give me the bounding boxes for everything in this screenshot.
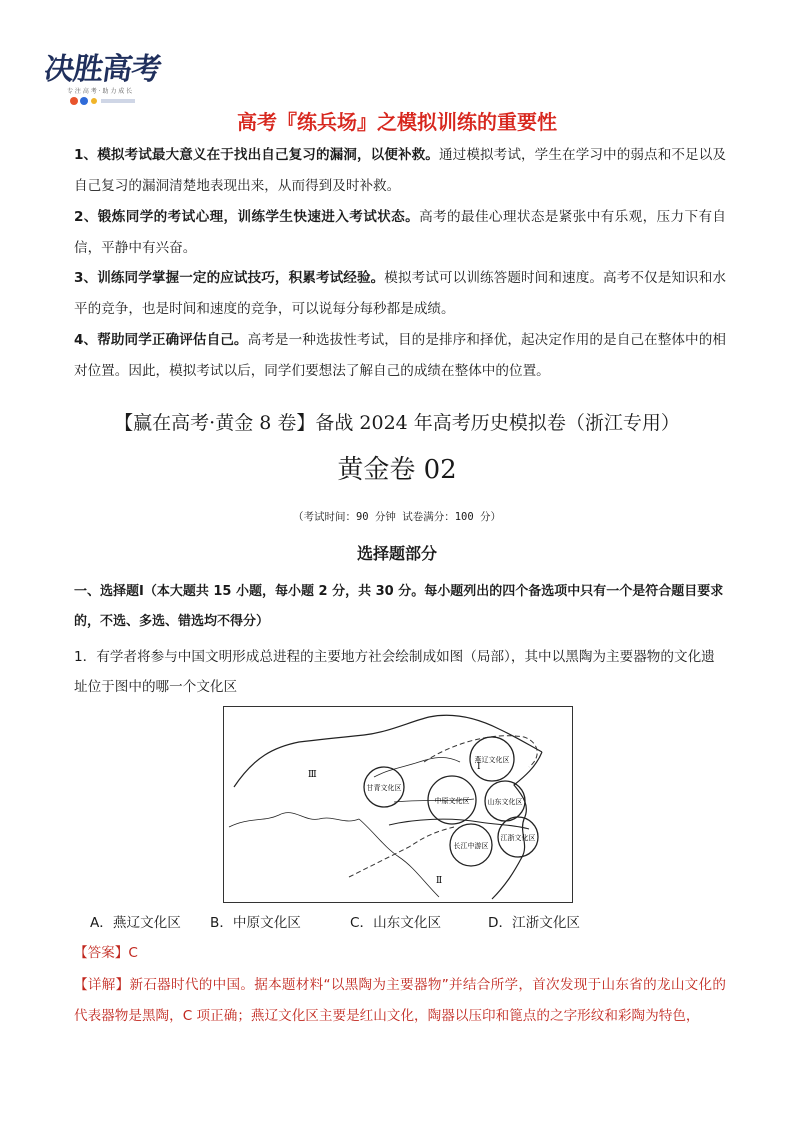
map-roman-2: Ⅱ xyxy=(436,876,443,886)
option-a: A．燕辽文化区 xyxy=(90,915,181,931)
logo-text: 决胜高考 xyxy=(42,52,163,87)
answer-value: C xyxy=(128,945,138,961)
point-4-text: 高考是一种选拔性考试，目的是排序和择优，起决定作用的是自己在整体中的相对位置。因此，模拟考试以后，同学们要想法了解自己的成绩在整体中的位置。 xyxy=(74,332,726,379)
map-label-changjiang: 长江中游区 xyxy=(453,842,489,850)
answer-label: 【答案】 xyxy=(74,945,129,961)
map-label-shandong: 山东文化区 xyxy=(487,798,523,806)
question-1: 1．有学者将参与中国文明形成总进程的主要地方社会绘制成如图（局部），其中以黑陶为主要器物的文化遗址位于图中的哪一个文化区 xyxy=(74,649,715,695)
map-roman-1: Ⅰ xyxy=(477,762,481,772)
instruction: 一、选择题Ⅰ（本大题共 15 小题，每小题 2 分，共 30 分。每小题列出的四个备选项中只有一个是符合题目要求的，不选、多选、错选均不得分） xyxy=(74,584,724,629)
map-label-zhongyuan: 中原文化区 xyxy=(434,797,470,805)
option-d: D．江浙文化区 xyxy=(488,915,581,931)
point-1-text: 通过模拟考试，学生在学习中的弱点和不足以及自己复习的漏洞清楚地表现出来，从而得到及时补救。 xyxy=(74,147,726,194)
point-3 xyxy=(74,263,726,325)
logo-dots-icon xyxy=(69,96,139,106)
section-heading: 选择题部分 xyxy=(356,544,437,563)
paper-name: 黄金卷 02 xyxy=(337,455,457,485)
map-roman-3: Ⅲ xyxy=(308,770,317,780)
option-b: B．中原文化区 xyxy=(210,915,301,931)
map-svg xyxy=(224,707,572,902)
exam-title: 【赢在高考·黄金 8 卷】备战 2024 年高考历史模拟卷（浙江专用） xyxy=(114,412,680,434)
map-label-jiangzhe: 江浙文化区 xyxy=(500,834,536,842)
logo-subtitle: 专 注 高 考 · 助 力 成 长 xyxy=(67,88,133,95)
option-c: C．山东文化区 xyxy=(350,915,442,931)
point-3-bold: 3、训练同学掌握一定的应试技巧，积累考试经验。 xyxy=(74,270,385,286)
map-label-yanliao: 燕辽文化区 xyxy=(474,756,510,764)
point-2-bold: 2、锻炼同学的考试心理，训练学生快速进入考试状态。 xyxy=(74,209,420,225)
explain-label: 【详解】 xyxy=(74,977,130,993)
explanation xyxy=(74,970,726,1032)
page-title: 高考『练兵场』之模拟训练的重要性 xyxy=(237,110,557,134)
map-figure xyxy=(223,706,573,903)
point-4-bold: 4、帮助同学正确评估自己。 xyxy=(74,332,248,348)
point-1-bold: 1、模拟考试最大意义在于找出自己复习的漏洞，以便补救。 xyxy=(74,147,439,163)
point-1 xyxy=(74,140,726,202)
point-2 xyxy=(74,202,726,264)
map-label-ganqing: 甘青文化区 xyxy=(366,784,402,792)
point-4 xyxy=(74,325,726,387)
logo xyxy=(42,40,163,112)
explain-text: 新石器时代的中国。据本题材料“以黑陶为主要器物”并结合所学，首次发现于山东省的龙山文化的代表器物是黑陶，C 项正确；燕辽文化区主要是红山文化，陶器以压印和篦点的之字形纹和彩陶为特色， xyxy=(74,977,726,1024)
point-3-text: 模拟考试可以训练答题时间和速度。高考不仅是知识和水平的竞争，也是时间和速度的竞争，可以说每分每秒都是成绩。 xyxy=(74,270,726,317)
point-2-text: 高考的最佳心理状态是紧张中有乐观，压力下有自信，平静中有兴奋。 xyxy=(74,209,726,256)
answer xyxy=(74,941,138,961)
options xyxy=(90,911,580,931)
exam-info: （考试时间：90 分钟 试卷满分：100 分） xyxy=(292,511,502,523)
